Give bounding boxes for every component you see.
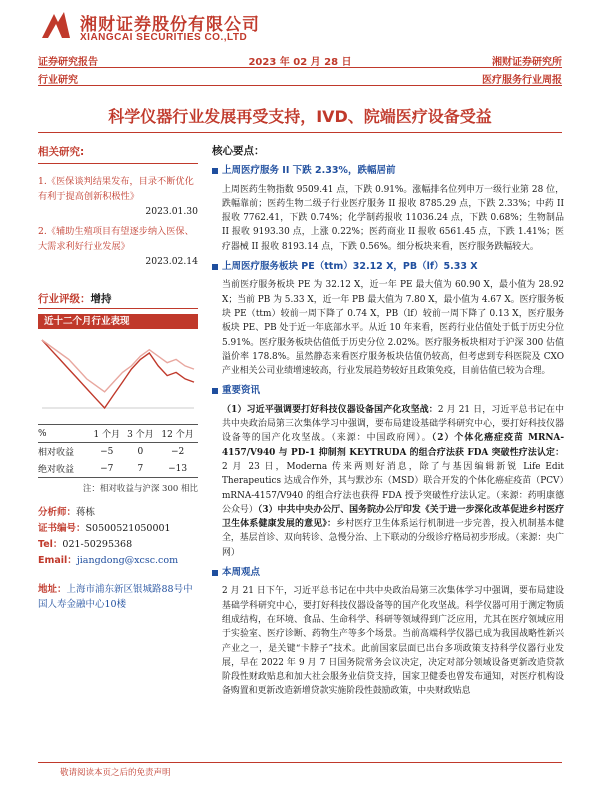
company-logo-icon xyxy=(38,8,74,44)
table-row xyxy=(38,460,198,478)
brand-name-en: XIANGCAI SECURITIES CO.,LTD xyxy=(80,32,248,43)
bullet-square-icon xyxy=(212,264,218,270)
section xyxy=(212,260,564,378)
section-heading-text: 上周医疗服务 II 下跌 2.33%，跌幅居前 xyxy=(222,165,396,177)
address-block xyxy=(38,582,198,612)
rating-label: 行业评级： xyxy=(38,293,91,305)
news-item xyxy=(222,505,564,558)
table-cell: −7 xyxy=(100,463,114,474)
section-heading xyxy=(212,164,564,178)
section-heading-text: 本周观点 xyxy=(222,567,261,579)
related-heading: 相关研究: xyxy=(38,146,85,158)
page-title: 科学仪器行业发展再受支持，IVD、院端医疗设备受益 xyxy=(108,107,492,126)
related-list xyxy=(38,174,198,269)
footer-divider xyxy=(38,762,562,763)
related-item-text[interactable]: 2.《辅助生殖项目有望逐步纳入医保、大需求利好行业发展》 xyxy=(38,226,194,252)
row-label: 相对收益 xyxy=(38,448,75,458)
table-header-cell: 12 个月 xyxy=(161,430,194,440)
related-item[interactable] xyxy=(38,174,198,219)
section-body: 上周医药生物指数 9509.41 点，下跌 0.91%。涨幅排名位列申万一级行业第 28 位，跌幅靠前；医药生物二级子行业医疗服务 II 报收 8785.29 点，下跌 2.33%；中药 II 报收 7762.41，下跌 0.74%；化学制药报收 11036.24 点，下跌 0.68%；生物制品 II 报收 9193.30 点，上涨 0.22%；医药商业 II 报收 6561.45 点，下跌 1.41%；医疗器械 II 报收 8193.14 点，下跌 0.56%。细分板块来看，医疗服务跌幅较大。 xyxy=(222,184,564,252)
section xyxy=(212,164,564,254)
related-divider xyxy=(38,163,198,164)
news-lead: （2）个体化癌症疫苗 MRNA-4157/V940 与 PD-1 抑制剂 KEYTRUDA 的组合疗法获 FDA 突破性疗法认定： xyxy=(222,433,564,458)
table-header-cell: 3 个月 xyxy=(127,430,154,440)
chart-plot xyxy=(38,330,198,418)
tel-row xyxy=(38,537,198,553)
related-item-text[interactable]: 1.《医保谈判结果发布，目录不断优化有利于提高创新积极性》 xyxy=(38,176,194,202)
bullet-square-icon xyxy=(212,168,218,174)
brand-name-cn: 湘财证券股份有限公司 xyxy=(80,15,260,35)
news-body xyxy=(212,403,564,560)
view-body: 2 月 21 日下午，习近平总书记在中共中央政治局第三次集体学习中强调，要布局建设基础学科研究中心，要打好科技仪器设备等的国产化攻坚战。科学仪器可用于测定物质组成结构，在环境、食品、生命科学、科研等领域得到广泛应用，尤其在医疗领域应用于实验室、医疗诊断、药物生产等多个场景。当前高端科学仪器已成为我国战略性新兴产业之一，是关键“卡脖子”技术。此前国家层面已出台多项政策支持科学仪器行业发展，早在 2022 年 9 月 7 日国务院常务会议决定，决定对部分领域设备更新改造贷款阶段性财政贴息和加大社会服务业信贷支持，国家卫健委也曾发布通知，对医疗机构设备购置和更新改造新增贷款实施阶段性鼓励政策，中央财政贴息 xyxy=(222,586,564,697)
report-category: 行业研究 xyxy=(38,75,78,86)
chart-series-line-1 xyxy=(42,340,194,408)
industry-rating xyxy=(38,291,198,306)
news-item xyxy=(222,433,564,514)
table-header-cell: 1 个月 xyxy=(93,430,121,440)
related-item[interactable] xyxy=(38,224,198,269)
email-label: Email： xyxy=(38,555,77,566)
table-header-cell: % xyxy=(38,428,47,439)
brand-logo xyxy=(38,8,338,48)
analyst-label: 分析师： xyxy=(38,507,77,518)
table-cell: 0 xyxy=(137,446,144,457)
report-type: 证券研究报告 xyxy=(38,57,98,68)
bullet-square-icon xyxy=(212,570,218,576)
news-text: 2 月 23 日，Moderna 传来两则好消息，除了与基因编辑新锐 Life Edit Therapeutics 达成合作外，其与默沙东（MSD）联合开发的个体化癌症疫苗（PCV）mRNA-4157/V940 的组合疗法也获得 FDA 授予突破性疗法认定。（来源：药明康德公众号） xyxy=(222,461,564,515)
news-text: 乡村医疗卫生体系运行机制进一步完善，投入机制基本健全，基层首诊、双向转诊、急慢分治、上下联动的分级诊疗格局初步形成。（来源：央广网） xyxy=(222,519,565,558)
bullet-square-icon xyxy=(212,388,218,394)
row-label: 绝对收益 xyxy=(38,465,75,475)
report-kind: 医疗服务行业周报 xyxy=(482,75,562,86)
cert-number: S0500521050001 xyxy=(85,523,171,534)
section-heading xyxy=(212,384,564,398)
analyst-name: 蒋栋 xyxy=(76,507,96,518)
tel-label: Tel： xyxy=(38,539,63,550)
news-lead: （3）中共中央办公厅、国务院办公厅印发《关于进一步深化改革促进乡村医疗卫生体系健康发展的意见》： xyxy=(222,504,565,530)
tel-number: 021-50295368 xyxy=(62,539,133,550)
section-body: 当前医疗服务板块 PE 为 32.12 X，近一年 PE 最大值为 60.90 X，最小值为 28.92 X；当前 PB 为 5.33 X，近一年 PB 最大值为 7.80 X，最小值为 4.67 X。医疗服务板块 PE（ttm）较前一周下降了 0.74 X，PB（lf）较前一周下降了 0.13 X，医疗服务板块 PE、PB 处于近一年底部水平。从近 10 年来看，医药行业估值处于低于历史分位 5.91%。医疗服务板块估值低于历史分位 2.02%。医疗服务板块相对于沪深 300 估值溢价率 178.8%。虽然静态来看医疗服务板块估值仍较高，但考虑到专科医院及 CXO 产业相关公司业绩增速较高，行业发展趋势较好且政策免疫，目前估值已较为合理。 xyxy=(222,280,564,377)
footer-disclaimer[interactable]: 敬请阅读本页之后的免责声明 xyxy=(60,768,171,778)
sidebar xyxy=(38,144,198,274)
news-lead: （1）习近平强调要打好科技仪器设备国产化攻坚战： xyxy=(222,404,438,415)
address-text: 上海市浦东新区银城路88号中国人寿金融中心10楼 xyxy=(38,584,193,610)
table-cell: 7 xyxy=(137,463,144,474)
table-cell: −5 xyxy=(100,446,114,457)
rating-value: 增持 xyxy=(90,293,112,305)
table-note: 注：相对收益与沪深 300 相比 xyxy=(82,484,198,494)
section-heading-text: 上周医疗服务板块 PE（ttm）32.12 X，PB（lf）5.33 X xyxy=(222,261,478,273)
rating-divider xyxy=(38,308,198,309)
section-view xyxy=(212,566,564,699)
analyst-row xyxy=(38,505,198,521)
cert-label: 证书编号： xyxy=(38,523,86,534)
section-news xyxy=(212,384,564,560)
table-header-row xyxy=(38,425,198,443)
section-heading xyxy=(212,566,564,580)
key-points-heading: 核心要点： xyxy=(212,145,265,157)
header-row-1 xyxy=(38,52,562,68)
report-date: 2023 年 02 月 28 日 xyxy=(248,57,352,68)
performance-chart xyxy=(38,314,198,419)
table-cell: −13 xyxy=(168,463,188,474)
header-row-2 xyxy=(38,70,562,86)
news-text: 2 月 21 日，习近平总书记在中共中央政治局第三次集体学习中强调，要布局建设基础学科研究中心，要打好科技仪器设备等的国产化攻坚战。（来源：中国政府网）。 xyxy=(222,404,564,444)
section-heading-text: 重要资讯 xyxy=(222,385,261,397)
main-content xyxy=(212,144,564,699)
email-link[interactable]: jiangdong@xcsc.com xyxy=(76,555,179,566)
performance-table xyxy=(38,424,198,494)
address-label: 地址： xyxy=(38,584,67,595)
chart-title: 近十二个月行业表现 xyxy=(38,314,198,329)
title-divider xyxy=(38,132,562,133)
section-heading xyxy=(212,260,564,274)
table-row xyxy=(38,443,198,461)
related-item-date: 2023.02.14 xyxy=(145,256,198,267)
institute-name: 湘财证券研究所 xyxy=(492,57,562,68)
chart-series-line-2 xyxy=(42,340,194,392)
table-cell: −2 xyxy=(170,446,185,457)
email-row xyxy=(38,553,198,569)
cert-row xyxy=(38,521,198,537)
related-item-date: 2023.01.30 xyxy=(145,206,198,217)
analyst-info xyxy=(38,505,198,569)
